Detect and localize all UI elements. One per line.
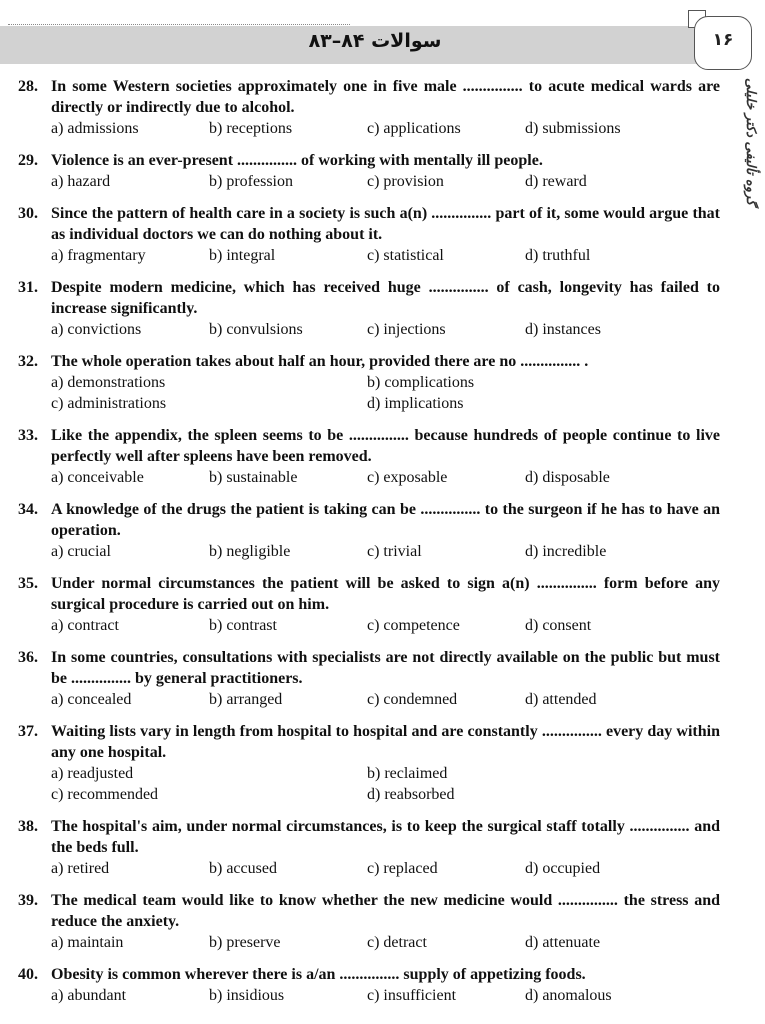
header-title: سوالات ۸۴–۸۳ — [308, 30, 442, 52]
answer-options — [18, 763, 720, 805]
question-text: In some Western societies approximately one in five male ............... to acute medical wards are directly or indirectly due to alcohol. — [51, 78, 720, 116]
answer-option: c) competence — [367, 617, 460, 634]
answer-option: c) applications — [367, 120, 461, 137]
question-text: The hospital's aim, under normal circumstances, is to keep the surgical staff totally ............... and the beds full. — [51, 818, 720, 856]
answer-option: a) abundant — [51, 987, 127, 1004]
question-gap — [18, 562, 720, 573]
answer-option: c) injections — [367, 321, 446, 338]
question-number: 38. — [18, 818, 38, 835]
answer-option: a) concealed — [51, 691, 132, 708]
answer-option: b) negligible — [209, 543, 291, 560]
question-gap — [18, 636, 720, 647]
answer-option: d) attenuate — [525, 934, 601, 951]
question-item — [18, 203, 720, 266]
answer-options — [18, 932, 720, 953]
answer-option: d) reward — [525, 173, 587, 190]
question-item — [18, 499, 720, 562]
answer-option: d) incredible — [525, 543, 607, 560]
answer-option: a) convictions — [51, 321, 142, 338]
question-stem — [18, 573, 720, 615]
answer-option: a) crucial — [51, 543, 111, 560]
answer-option: b) sustainable — [209, 469, 298, 486]
answer-option: c) replaced — [367, 860, 438, 877]
question-number: 34. — [18, 501, 38, 518]
question-item — [18, 150, 720, 192]
question-gap — [18, 340, 720, 351]
answer-option: d) instances — [525, 321, 601, 338]
answer-option: a) contract — [51, 617, 119, 634]
answer-option: a) fragmentary — [51, 247, 146, 264]
question-item — [18, 890, 720, 953]
question-text: Since the pattern of health care in a society is such a(n) ............... part of it, some would argue that as individual doctors we can do nothing about it. — [51, 205, 720, 243]
answer-option: b) convulsions — [209, 321, 303, 338]
question-item — [18, 964, 720, 1006]
answer-options — [18, 245, 720, 266]
question-number: 40. — [18, 966, 38, 983]
question-text: Waiting lists vary in length from hospital to hospital and are constantly ............... every day within any one hospital. — [51, 723, 720, 761]
answer-option: b) complications — [367, 374, 475, 391]
answer-option: d) implications — [367, 395, 464, 412]
question-text: A knowledge of the drugs the patient is taking can be ............... to the surgeon if he has to have an operation. — [51, 501, 720, 539]
answer-options — [18, 372, 720, 414]
answer-option: c) exposable — [367, 469, 448, 486]
question-stem — [18, 150, 720, 171]
question-number: 33. — [18, 427, 38, 444]
answer-option: b) receptions — [209, 120, 293, 137]
answer-option: d) reabsorbed — [367, 786, 455, 803]
question-gap — [18, 488, 720, 499]
question-text: Violence is an ever-present ............... of working with mentally ill people. — [51, 152, 543, 169]
answer-option: a) readjusted — [51, 765, 134, 782]
question-gap — [18, 414, 720, 425]
side-brand-text: گروه تألیفی دکتر خلیلی — [743, 78, 758, 206]
answer-options — [18, 615, 720, 636]
question-gap — [18, 710, 720, 721]
question-stem — [18, 816, 720, 858]
question-number: 35. — [18, 575, 38, 592]
answer-option: c) statistical — [367, 247, 444, 264]
question-gap — [18, 192, 720, 203]
answer-option: c) administrations — [51, 395, 167, 412]
answer-option: d) consent — [525, 617, 592, 634]
answer-option: a) demonstrations — [51, 374, 166, 391]
question-text: The medical team would like to know whether the new medicine would ............... the stress and reduce the anxiety. — [51, 892, 720, 930]
question-item — [18, 816, 720, 879]
question-number: 29. — [18, 152, 38, 169]
question-text: The whole operation takes about half an hour, provided there are no ............... . — [51, 353, 589, 370]
answer-options — [18, 541, 720, 562]
question-stem — [18, 425, 720, 467]
question-item — [18, 647, 720, 710]
question-number: 32. — [18, 353, 38, 370]
answer-option: d) occupied — [525, 860, 601, 877]
question-text: Under normal circumstances the patient will be asked to sign a(n) ............... form before any surgical procedure is carried out on him. — [51, 575, 720, 613]
question-item — [18, 425, 720, 488]
answer-option: c) trivial — [367, 543, 422, 560]
answer-option: d) anomalous — [525, 987, 612, 1004]
answer-options — [18, 689, 720, 710]
answer-option: d) truthful — [525, 247, 591, 264]
question-item — [18, 573, 720, 636]
answer-option: b) integral — [209, 247, 276, 264]
answer-option: b) accused — [209, 860, 277, 877]
answer-option: b) arranged — [209, 691, 283, 708]
question-item — [18, 277, 720, 340]
question-stem — [18, 721, 720, 763]
question-gap — [18, 266, 720, 277]
answer-option: d) attended — [525, 691, 597, 708]
answer-option: d) submissions — [525, 120, 621, 137]
answer-option: c) provision — [367, 173, 444, 190]
question-gap — [18, 139, 720, 150]
question-gap — [18, 953, 720, 964]
question-number: 36. — [18, 649, 38, 666]
question-stem — [18, 76, 720, 118]
answer-options — [18, 171, 720, 192]
question-stem — [18, 499, 720, 541]
question-stem — [18, 964, 720, 985]
question-number: 31. — [18, 279, 38, 296]
question-gap — [18, 805, 720, 816]
question-gap — [18, 879, 720, 890]
answer-option: d) disposable — [525, 469, 610, 486]
answer-option: a) admissions — [51, 120, 139, 137]
question-number: 37. — [18, 723, 38, 740]
question-stem — [18, 351, 720, 372]
question-list — [18, 76, 720, 1006]
answer-option: b) insidious — [209, 987, 285, 1004]
answer-options — [18, 858, 720, 879]
question-stem — [18, 277, 720, 319]
question-item — [18, 351, 720, 414]
answer-options — [18, 118, 720, 139]
question-stem — [18, 203, 720, 245]
page-number: ۱۶ — [712, 30, 734, 50]
answer-option: c) detract — [367, 934, 427, 951]
answer-option: b) contrast — [209, 617, 277, 634]
question-text: Despite modern medicine, which has received huge ............... of cash, longevity has failed to increase significantly. — [51, 279, 720, 317]
question-text: Obesity is common wherever there is a/an ............... supply of appetizing foods. — [51, 966, 586, 983]
question-number: 28. — [18, 78, 38, 95]
answer-option: a) maintain — [51, 934, 124, 951]
question-stem — [18, 890, 720, 932]
question-number: 39. — [18, 892, 38, 909]
question-text: In some countries, consultations with specialists are not directly available on the public but must be ............... by general practitioners. — [51, 649, 720, 687]
answer-option: b) reclaimed — [367, 765, 448, 782]
answer-options — [18, 319, 720, 340]
answer-option: a) conceivable — [51, 469, 144, 486]
answer-options — [18, 467, 720, 488]
question-item — [18, 76, 720, 139]
answer-option: b) preserve — [209, 934, 281, 951]
answer-option: b) profession — [209, 173, 293, 190]
dotted-rule — [8, 24, 350, 25]
answer-option: c) insufficient — [367, 987, 457, 1004]
page-header — [0, 6, 765, 66]
question-stem — [18, 647, 720, 689]
question-text: Like the appendix, the spleen seems to be ............... because hundreds of people continue to live perfectly well after spleens have been removed. — [51, 427, 720, 465]
question-item — [18, 721, 720, 805]
answer-options — [18, 985, 720, 1006]
question-number: 30. — [18, 205, 38, 222]
answer-option: a) retired — [51, 860, 110, 877]
answer-option: c) condemned — [367, 691, 458, 708]
answer-option: c) recommended — [51, 786, 159, 803]
answer-option: a) hazard — [51, 173, 111, 190]
